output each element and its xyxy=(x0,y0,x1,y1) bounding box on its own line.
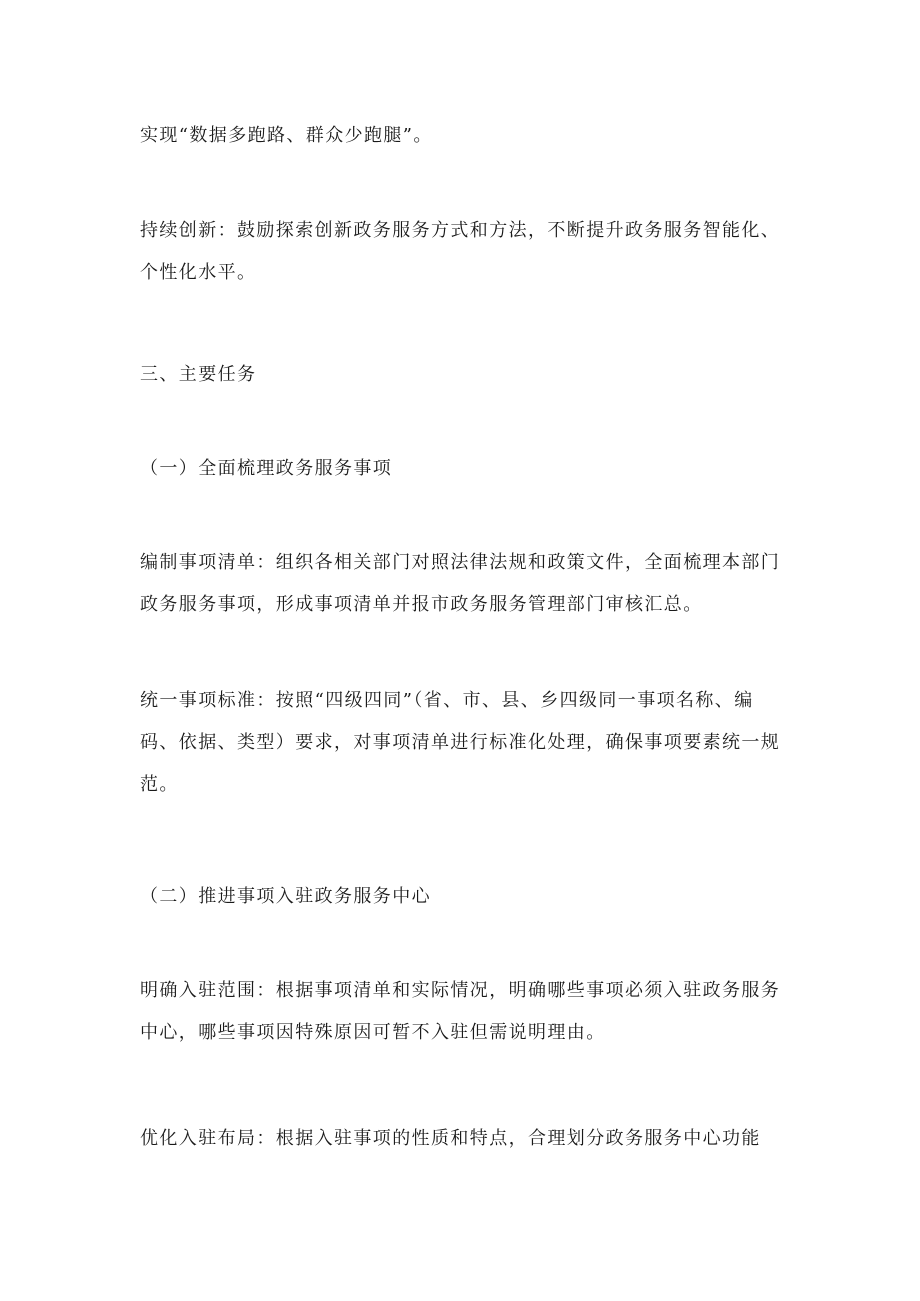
subsection-heading-2: （二）推进事项入驻政务服务中心 xyxy=(140,886,431,907)
paragraph-optimize-layout: 优化入驻布局：根据入驻事项的性质和特点，合理划分政务服务中心功能 xyxy=(140,1128,761,1149)
paragraph-compile-list: 编制事项清单：组织各相关部门对照法律法规和政策文件，全面梳理本部门政务服务事项，形成事项清单并报市政务服务管理部门审核汇总。 xyxy=(140,552,781,615)
paragraph-data-sharing: 实现“数据多跑路、群众少跑腿”。 xyxy=(140,125,433,146)
subsection-heading-1: （一）全面梳理政务服务事项 xyxy=(140,458,393,479)
paragraph-unify-standards: 统一事项标准：按照“四级四同”（省、市、县、乡四级同一事项名称、编码、依据、类型）要求，对事项清单进行标准化处理，确保事项要素统一规范。 xyxy=(140,690,781,795)
paragraph-continuous-innovation: 持续创新：鼓励探索创新政务服务方式和方法，不断提升政务服务智能化、个性化水平。 xyxy=(140,220,781,283)
paragraph-define-scope: 明确入驻范围：根据事项清单和实际情况，明确哪些事项必须入驻政务服务中心，哪些事项因特殊原因可暂不入驻但需说明理由。 xyxy=(140,980,781,1043)
section-heading-main-tasks: 三、主要任务 xyxy=(140,364,257,385)
